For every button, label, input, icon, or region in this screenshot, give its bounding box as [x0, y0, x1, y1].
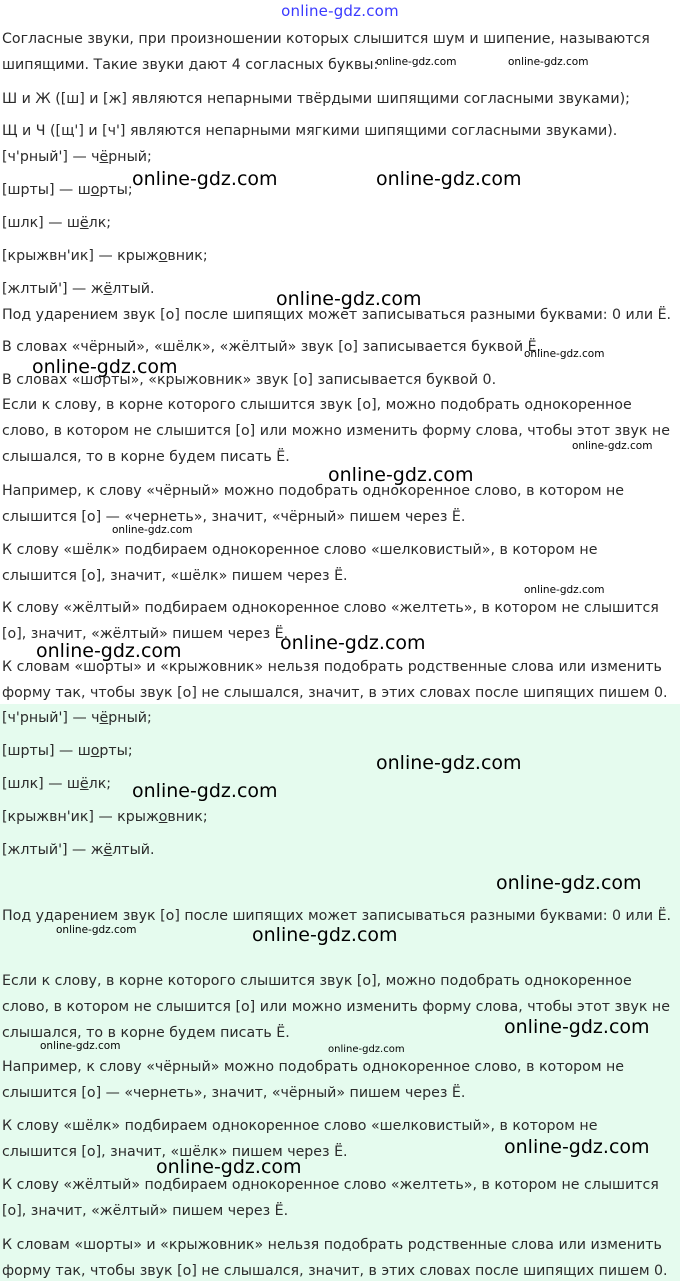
watermark: online-gdz.com	[252, 924, 398, 946]
example-zheltyi-line2: [о], значит, «жёлтый» пишем через Ё.	[2, 626, 289, 642]
watermark: online-gdz.com	[524, 584, 605, 596]
word-line-kryzhovnik: [крыжвн'ик] — крыжовник;	[2, 248, 208, 264]
example-shelk-line2: слышится [о], значит, «шёлк» пишем через Ё.	[2, 1144, 348, 1160]
example-shelk-line1: К слову «шёлк» подбираем однокоренное слово «шелковистый», в котором не	[2, 542, 598, 558]
rule-check-line1: Если к слову, в корне которого слышится звук [о], можно подобрать однокоренное	[2, 397, 632, 413]
example-zheltyi-line2: [о], значит, «жёлтый» пишем через Ё.	[2, 1203, 289, 1219]
site-logo[interactable]: online-gdz.com	[281, 2, 399, 20]
example-shelk-line2: слышится [о], значит, «шёлк» пишем через Ё.	[2, 568, 348, 584]
accented-vowel: ё	[99, 149, 109, 165]
watermark: online-gdz.com	[132, 168, 278, 190]
watermark: online-gdz.com	[280, 632, 426, 654]
watermark: online-gdz.com	[496, 872, 642, 894]
conclusion-line2: форму так, чтобы звук [о] не слышался, значит, в этих словах после шипящих пишем 0.	[2, 685, 668, 701]
rule-stressed-o: Под ударением звук [о] после шипящих может записываться разными буквами: 0 или Ё.	[2, 307, 672, 323]
watermark: online-gdz.com	[112, 524, 193, 536]
conclusion-line1: К словам «шорты» и «крыжовник» нельзя подобрать родственные слова или изменить	[2, 1237, 662, 1253]
accented-vowel: о	[158, 809, 168, 825]
example-zheltyi-line1: К слову «жёлтый» подбираем однокоренное слово «желтеть», в котором не слышится	[2, 600, 659, 616]
watermark: online-gdz.com	[276, 288, 422, 310]
watermark: online-gdz.com	[132, 780, 278, 802]
word-line-chernyi: [ч'рный'] — чёрный;	[2, 710, 152, 726]
rule-check-line2: слово, в котором не слышится [о] или можно изменить форму слова, чтобы этот звук не	[2, 423, 670, 439]
rule-stressed-o: Под ударением звук [о] после шипящих может записываться разными буквами: 0 или Ё.	[2, 908, 672, 924]
paragraph-intro-line1: Согласные звуки, при произношении которых слышится шум и шипение, называются	[2, 31, 650, 47]
paragraph-intro-line2: шипящими. Такие звуки дают 4 согласных буквы:	[2, 57, 379, 73]
accented-vowel: о	[90, 743, 100, 759]
accented-vowel: ё	[79, 776, 89, 792]
word-line-shorty: [шрты] — шорты;	[2, 743, 133, 759]
accented-vowel: о	[90, 182, 100, 198]
accented-vowel: ё	[103, 281, 113, 297]
watermark: online-gdz.com	[156, 1156, 302, 1178]
example-chernyi-line1: Например, к слову «чёрный» можно подобрать однокоренное слово, в котором не	[2, 483, 625, 499]
conclusion-line1: К словам «шорты» и «крыжовник» нельзя подобрать родственные слова или изменить	[2, 659, 662, 675]
rule-words-o: В словах «шорты», «крыжовник» звук [о] записывается буквой 0.	[2, 372, 497, 388]
watermark: online-gdz.com	[32, 356, 178, 378]
example-shelk-line1: К слову «шёлк» подбираем однокоренное слово «шелковистый», в котором не	[2, 1118, 598, 1134]
rule-check-line1: Если к слову, в корне которого слышится звук [о], можно подобрать однокоренное	[2, 973, 632, 989]
accented-vowel: ё	[99, 710, 109, 726]
rule-check-line3: слышался, то в корне будем писать Ё.	[2, 1025, 290, 1041]
accented-vowel: ё	[103, 842, 113, 858]
watermark: online-gdz.com	[376, 168, 522, 190]
word-line-shelk: [шлк] — шёлк;	[2, 776, 112, 792]
watermark: online-gdz.com	[508, 56, 589, 68]
conclusion-line2: форму так, чтобы звук [о] не слышался, значит, в этих словах после шипящих пишем 0.	[2, 1263, 668, 1279]
watermark: online-gdz.com	[376, 56, 457, 68]
word-line-shorty: [шрты] — шорты;	[2, 182, 133, 198]
watermark: online-gdz.com	[40, 1040, 121, 1052]
site-header	[0, 0, 680, 26]
example-chernyi-line2: слышится [о] — «чернеть», значит, «чёрный» пишем через Ё.	[2, 1085, 466, 1101]
watermark: online-gdz.com	[504, 1136, 650, 1158]
watermark: online-gdz.com	[56, 924, 137, 936]
watermark: online-gdz.com	[328, 1044, 405, 1055]
rule-check-line2: слово, в котором не слышится [о] или можно изменить форму слова, чтобы этот звук не	[2, 999, 670, 1015]
word-line-kryzhovnik: [крыжвн'ик] — крыжовник;	[2, 809, 208, 825]
watermark: online-gdz.com	[524, 348, 605, 360]
word-line-zheltyi: [жлтый'] — жёлтый.	[2, 281, 155, 297]
paragraph-sh-zh: Ш и Ж ([ш] и [ж] являются непарными твёрдыми шипящими согласными звуками);	[2, 91, 630, 107]
example-chernyi-line2: слышится [о] — «чернеть», значит, «чёрный» пишем через Ё.	[2, 509, 466, 525]
rule-check-line3: слышался, то в корне будем писать Ё.	[2, 449, 290, 465]
paragraph-sch-ch: Щ и Ч ([щ'] и [ч'] являются непарными мягкими шипящими согласными звуками).	[2, 123, 618, 139]
example-chernyi-line1: Например, к слову «чёрный» можно подобрать однокоренное слово, в котором не	[2, 1059, 625, 1075]
example-zheltyi-line1: К слову «жёлтый» подбираем однокоренное слово «желтеть», в котором не слышится	[2, 1177, 659, 1193]
accented-vowel: ё	[79, 215, 89, 231]
watermark: online-gdz.com	[572, 440, 653, 452]
watermark: online-gdz.com	[376, 752, 522, 774]
word-line-shelk: [шлк] — шёлк;	[2, 215, 112, 231]
watermark: online-gdz.com	[328, 464, 474, 486]
watermark: online-gdz.com	[36, 640, 182, 662]
rule-words-yo: В словах «чёрный», «шёлк», «жёлтый» звук [о] записывается буквой Ё.	[2, 339, 542, 355]
word-line-chernyi: [ч'рный'] — чёрный;	[2, 149, 152, 165]
watermark: online-gdz.com	[504, 1016, 650, 1038]
word-line-zheltyi: [жлтый'] — жёлтый.	[2, 842, 155, 858]
accented-vowel: о	[158, 248, 168, 264]
